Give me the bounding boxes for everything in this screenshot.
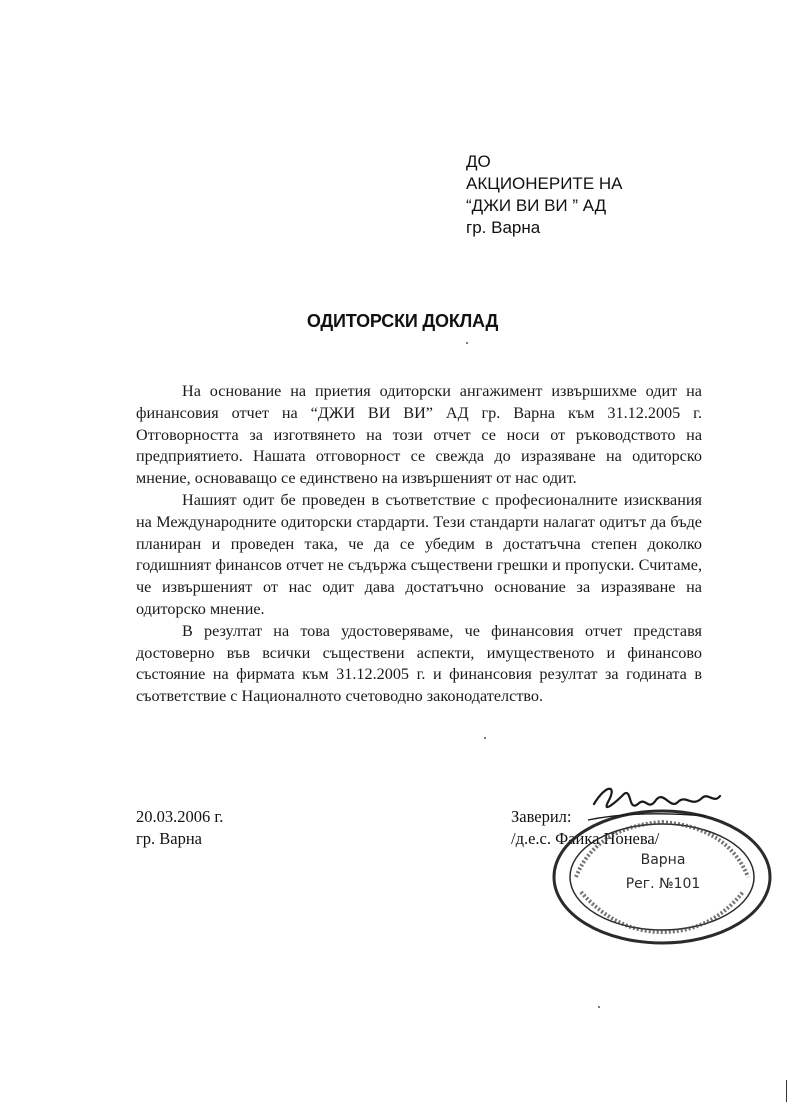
speck <box>484 737 486 739</box>
addressee-company: “ДЖИ ВИ ВИ ” АД <box>466 196 607 215</box>
certified-label: Заверил: <box>511 807 572 826</box>
speck <box>598 1006 600 1008</box>
report-date: 20.03.2006 г. <box>136 807 224 826</box>
addressee-to: ДО <box>466 152 491 171</box>
date-block <box>136 806 223 850</box>
signature-mark <box>594 789 720 807</box>
report-city: гр. Варна <box>136 829 202 848</box>
report-body <box>136 381 702 708</box>
addressee-city: гр. Варна <box>466 218 541 237</box>
speck <box>466 342 468 344</box>
paragraph-2: Нашият одит бе проведен в съответствие с професионалните изисквания на Международните одиторски стардарти. Тези стандарти налагат одитът да бъде планиран и проведен така, че да се убедим в достатъчна степен доколко годишният финансов отчет не съдържа съществени грешки и пропуски. Считаме, че извършеният от нас одит дава достатъчно основание за изразяване на одиторско мнение. <box>136 490 702 618</box>
document-title: ОДИТОРСКИ ДОКЛАД <box>306 311 499 331</box>
auditor-stamp <box>536 782 776 952</box>
paragraph-3: В резултат на това удостоверяваме, че финансовия отчет представя достоверно във всички съществени аспекти, имущественото и финансово състояние на фирмата към 31.12.2005 г. и финансовия резултат за годината в съответствие с Националното счетоводно законодателство. <box>136 621 702 706</box>
stamp-reg: Рег. №101 <box>625 876 701 892</box>
stamp-city: Варна <box>640 852 686 868</box>
addressee-block <box>466 151 623 239</box>
paragraph-1: На основание на приетия одиторски ангажимент извършихме одит на финансовия отчет на “ДЖИ ВИ ВИ” АД гр. Варна към 31.12.2005 г. Отговорността за изготвянето на този отчет се носи от ръководството на предприятието. Нашата отговорност се свежда до изразяване на одиторско мнение, основаващо се единствено на извършеният от нас одит. <box>136 382 702 488</box>
addressee-recipient: АКЦИОНЕРИТЕ НА <box>466 174 623 193</box>
scan-edge-mark <box>786 1080 787 1102</box>
auditor-name: /д.е.с. Фаика Нонева/ <box>511 829 660 848</box>
